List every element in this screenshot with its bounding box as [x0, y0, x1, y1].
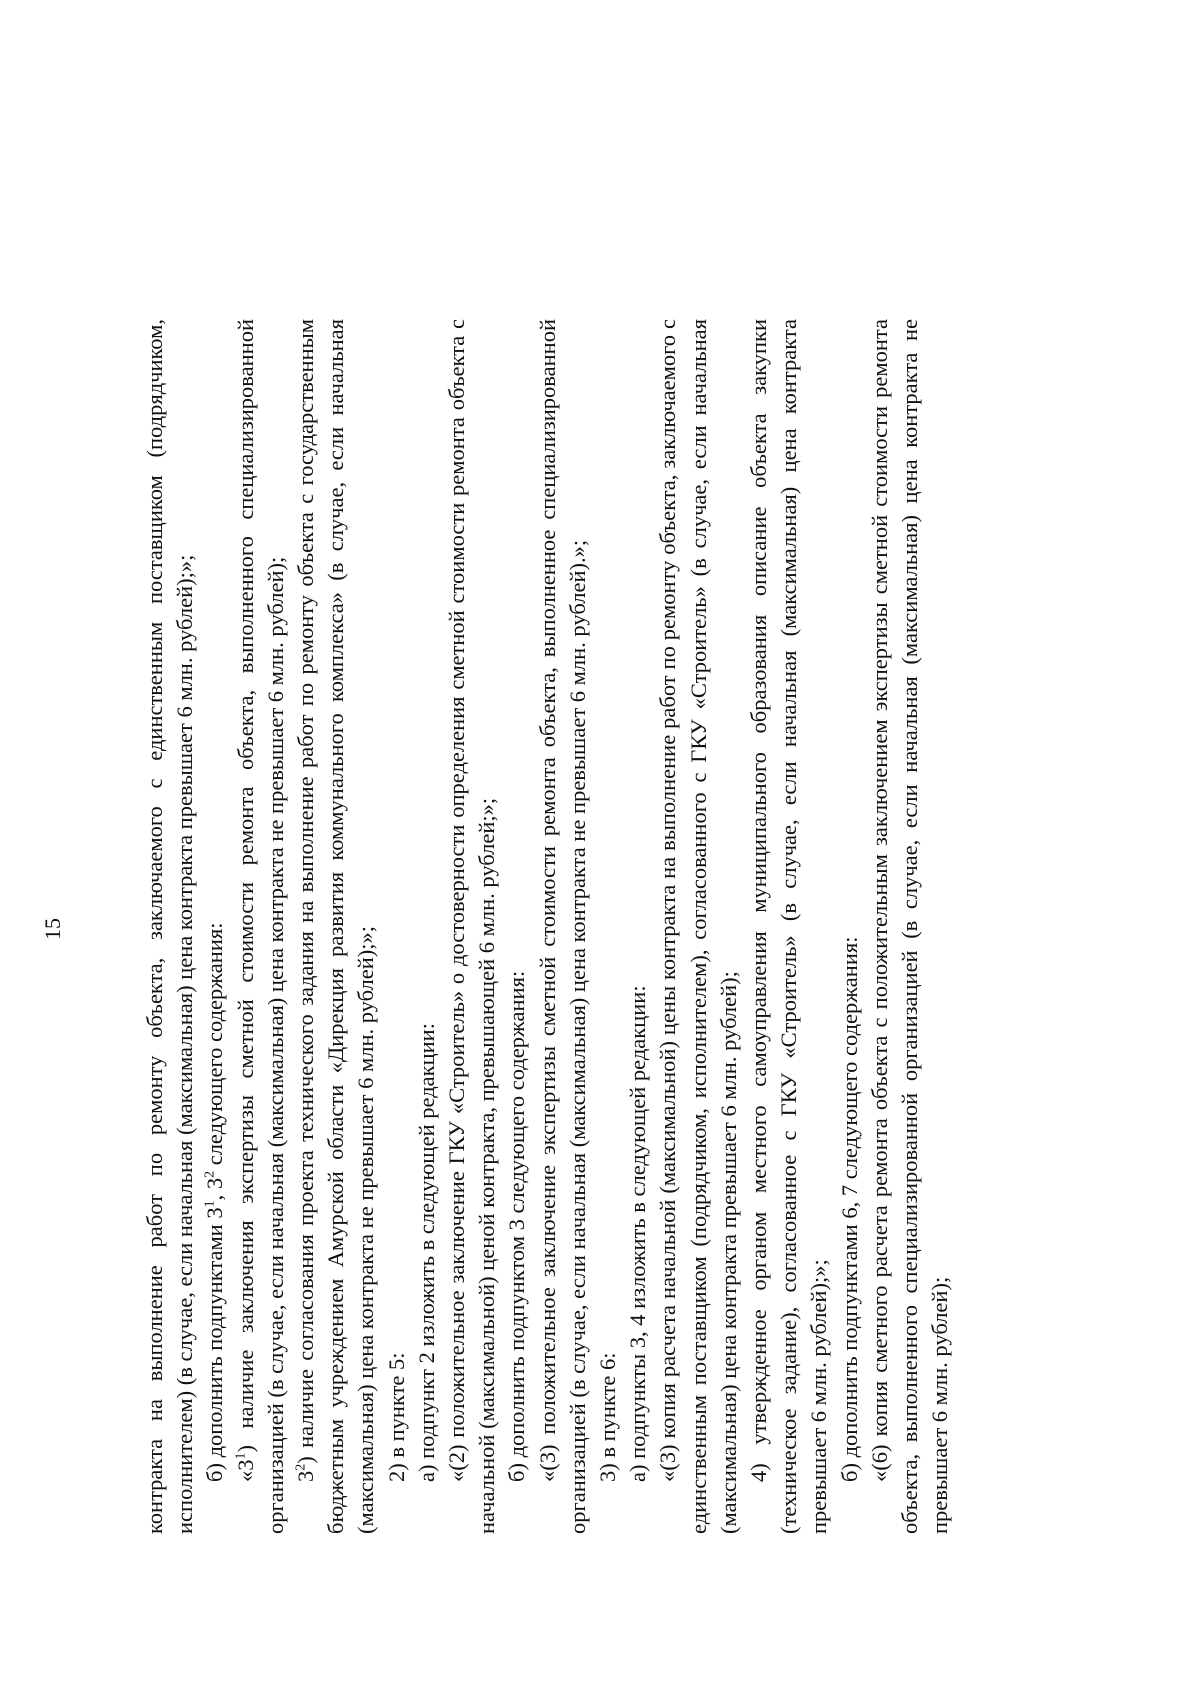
paragraph: $3^2$) наличие согласования проекта технического задания на выполнение работ по ремонту объекта с государственным бюджетным учреждением Амурской области «Дирекция развития коммунального комплекса» (в случае, если начальная (максимальная) цена контракта не превышает 6 млн. рублей);»; — [293, 319, 379, 1534]
paragraph: «(6) копия сметного расчета ремонта объекта с положительным заключением экспертизы сметной стоимости ремонта объекта, выполненного специализированной организацией (в случае, если начальная (максимальная) цена контракта не превышает 6 млн. рублей); — [866, 319, 953, 1534]
paragraph: 4) утвержденное органом местного самоуправления муниципального образования описание объекта закупки (техническое задание), согласованное с ГКУ «Строитель» (в случае, если начальная (максимальная) цена контракта превышает 6 млн. рублей);»; — [746, 319, 832, 1534]
paragraph: контракта на выполнение работ по ремонту объекта, заключаемого с единственным поставщиком (подрядчиком, исполнителем) (в случае, если начальная (максимальная) цена контракта превышает 6 млн. рублей);»; — [142, 319, 198, 1534]
paragraph: б) дополнить подпунктом 3 следующего содержания: — [504, 970, 530, 1482]
paragraph: 2) в пункте 5: — [383, 1352, 409, 1482]
paragraph: б) дополнить подпунктами 6, 7 следующего содержания: — [836, 936, 862, 1482]
paragraph: а) подпункты 3, 4 изложить в следующей редакции: — [625, 985, 651, 1482]
paragraph: «(2) положительное заключение ГКУ «Строитель» о достоверности определения сметной стоимости ремонта объекта с начальной (максимальной) ценой контракта, превышающей 6 млн. рублей;»; — [444, 319, 500, 1534]
document-body — [140, 319, 955, 1534]
paragraph: «$3^1$) наличие заключения экспертизы сметной стоимости ремонта объекта, выполненного специализированной организацией (в случае, если начальная (максимальная) цена контракта не превышает 6 млн. рублей); — [232, 319, 288, 1534]
rotated-content — [0, 164, 1130, 1694]
paragraph: б) дополнить подпунктами $3^1$, $3^2$ следующего содержания: — [202, 922, 228, 1482]
paragraph: а) подпункт 2 изложить в следующей редакции: — [413, 1023, 439, 1482]
paragraph: «(3) положительное заключение экспертизы сметной стоимости ремонта объекта, выполненное специализированной организацией (в случае, если начальная (максимальная) цена контракта не превышает 6 млн. рублей).»; — [534, 319, 590, 1534]
paragraph: 3) в пункте 6: — [595, 1352, 621, 1482]
paragraph: «(3) копия расчета начальной (максимальной) цены контракта на выполнение работ по ремонту объекта, заключаемого с единственным поставщиком (подрядчиком, исполнителем), согласованного с ГКУ «Строитель» (в случае, если начальная (максимальная) цена контракта превышает 6 млн. рублей); — [655, 319, 741, 1534]
page-number: 15 — [40, 918, 65, 940]
